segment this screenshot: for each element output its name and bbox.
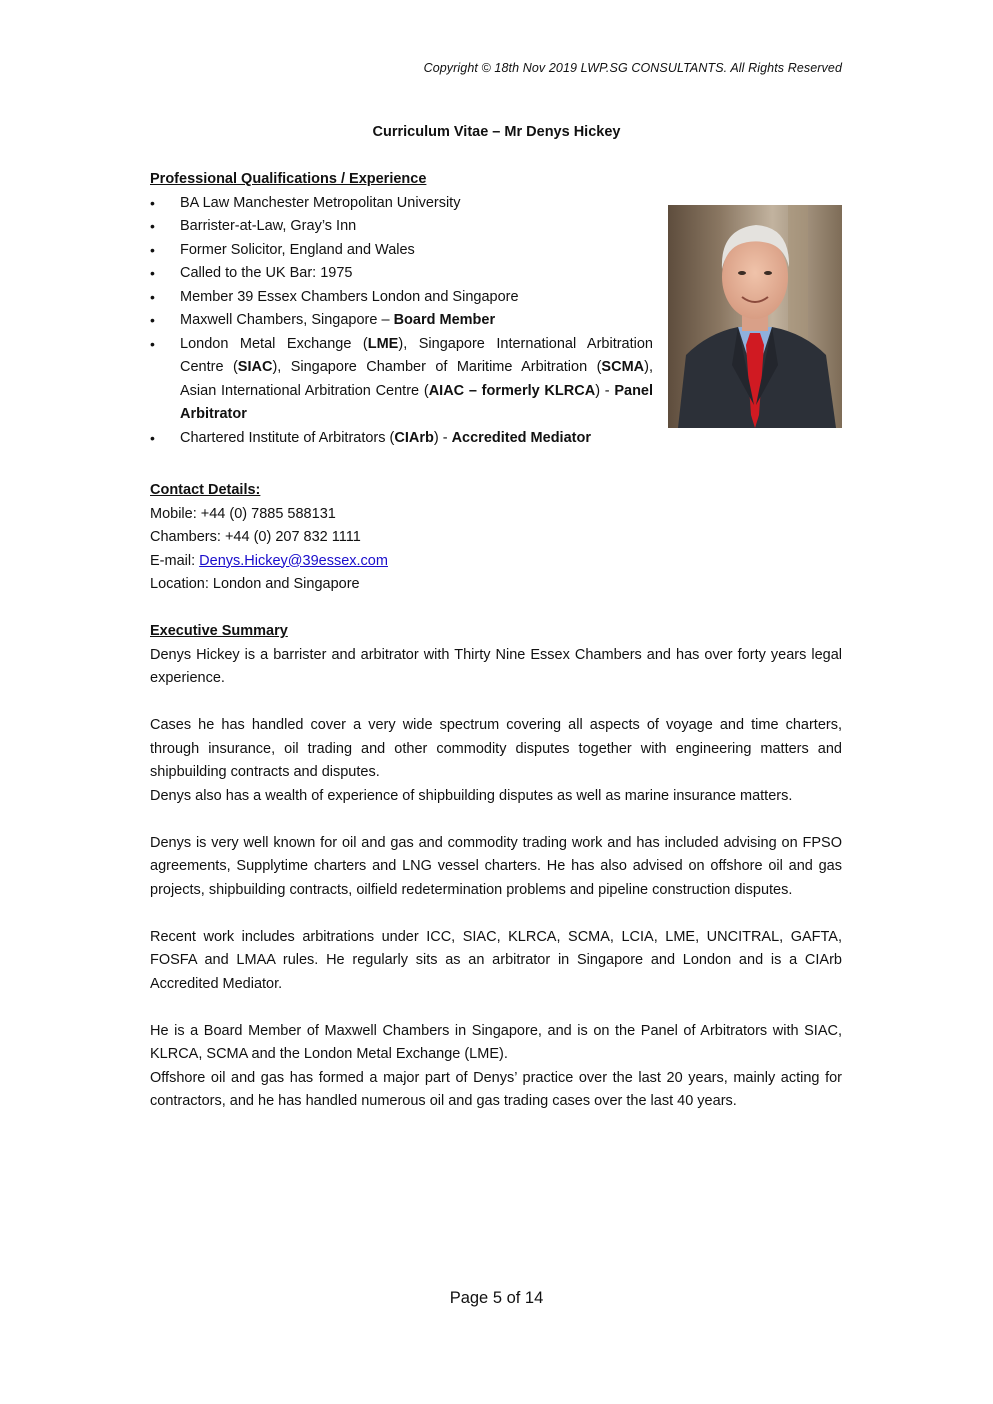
qualification-bold-text: CIArb <box>394 429 434 446</box>
summary-paragraph-2: Cases he has handled cover a very wide spectrum covering all aspects of voyage and time charters, through insurance, oil trading and other commodity disputes together with engineering matters and shipbuilding contracts and disputes. <box>150 717 842 780</box>
bullet-icon: • <box>150 335 155 352</box>
summary-paragraph-7: Offshore oil and gas has formed a major part of Denys’ practice over the last 20 years, mainly acting for contractors, and he has handled numerous oil and gas trading cases over the last 40 years. <box>150 1069 842 1109</box>
qualification-text: ), Singapore International Arbitration Centre ( <box>180 335 653 375</box>
qualification-bold-text: SIAC <box>237 359 273 375</box>
executive-summary-section <box>150 620 842 1114</box>
summary-heading: Executive Summary <box>150 623 288 639</box>
qualification-text: Former Solicitor, England and Wales <box>180 241 415 258</box>
contact-heading: Contact Details: <box>150 482 261 498</box>
summary-paragraph-1: Denys Hickey is a barrister and arbitrator with Thirty Nine Essex Chambers and has over forty years legal experience. <box>150 646 842 686</box>
summary-paragraph-3: Denys also has a wealth of experience of shipbuilding disputes as well as marine insurance matters. <box>150 787 793 804</box>
bullet-icon: • <box>150 265 155 281</box>
qualification-bold-text: LME <box>367 335 399 352</box>
summary-paragraph-6: He is a Board Member of Maxwell Chambers in Singapore, and is on the Panel of Arbitrators with SIAC, KLRCA, SCMA and the London Metal Exchange (LME). <box>150 1022 842 1062</box>
qualifications-heading: Professional Qualifications / Experience <box>150 171 427 187</box>
qualification-text: ) - <box>595 382 615 399</box>
qualification-bold-text: AIAC – formerly KLRCA <box>428 382 596 399</box>
qualification-bold-text: Accredited Mediator <box>451 429 591 446</box>
qualification-item <box>150 262 653 286</box>
qualification-item <box>150 286 653 310</box>
bullet-icon: • <box>150 241 155 258</box>
qualification-bold-text: Board Member <box>393 312 496 328</box>
qualification-text: BA Law Manchester Metropolitan University <box>180 194 461 211</box>
qualification-bold-text: SCMA <box>601 359 645 375</box>
contact-email-link[interactable]: Denys.Hickey@39essex.com <box>199 552 388 569</box>
bullet-icon: • <box>150 312 155 328</box>
qualification-text: Barrister-at-Law, Gray’s Inn <box>180 218 357 234</box>
qualification-item <box>150 427 653 451</box>
contact-location: Location: London and Singapore <box>150 576 360 592</box>
contact-chambers: Chambers: +44 (0) 207 832 1111 <box>150 529 361 545</box>
qualification-item <box>150 309 653 333</box>
qualification-item <box>150 215 653 239</box>
contact-email-line <box>150 550 842 574</box>
summary-paragraph-4: Denys is very well known for oil and gas and commodity trading work and has included advising on FPSO agreements, Supplytime charters and LNG vessel charters. He has also advised on offshore oil and gas projects, shipbuilding contracts, oilfield redetermination problems and pipeline construction disputes. <box>150 834 842 898</box>
qualification-item <box>150 192 653 216</box>
bullet-icon: • <box>150 288 155 305</box>
qualification-text: Member 39 Essex Chambers London and Singapore <box>180 288 519 305</box>
contact-section <box>150 479 842 597</box>
qualification-bold-text: Panel Arbitrator <box>180 382 654 422</box>
portrait-photo <box>668 205 842 428</box>
qualification-text: Called to the UK Bar: 1975 <box>180 265 353 281</box>
qualification-item <box>150 333 653 427</box>
contact-mobile: Mobile: +44 (0) 7885 588131 <box>150 505 336 522</box>
qualification-text: Chartered Institute of Arbitrators ( <box>180 429 395 446</box>
bullet-icon: • <box>150 429 155 446</box>
qualification-text: London Metal Exchange ( <box>180 335 368 352</box>
qualification-text: ), Asian International Arbitration Centre ( <box>180 359 653 399</box>
qualification-text: ), Singapore Chamber of Maritime Arbitration ( <box>272 359 602 375</box>
qualification-item <box>150 239 653 263</box>
qualifications-list <box>150 192 653 451</box>
qualification-text: Maxwell Chambers, Singapore – <box>180 312 394 328</box>
document-title: Curriculum Vitae – Mr Denys Hickey <box>372 124 621 140</box>
page-number: Page 5 of 14 <box>449 1289 544 1307</box>
summary-paragraph-5: Recent work includes arbitrations under ICC, SIAC, KLRCA, SCMA, LCIA, LME, UNCITRAL, GAFTA, FOSFA and LMAA rules. He regularly sits as an arbitrator in Singapore and London and is a CIArb Accredited Mediator. <box>150 928 842 992</box>
contact-email-label: E-mail: <box>150 552 200 569</box>
copyright-header: Copyright © 18th Nov 2019 LWP.SG CONSULTANTS. All Rights Reserved <box>423 61 842 75</box>
bullet-icon: • <box>150 218 155 234</box>
bullet-icon: • <box>150 194 155 211</box>
qualification-text: ) - <box>433 429 452 446</box>
